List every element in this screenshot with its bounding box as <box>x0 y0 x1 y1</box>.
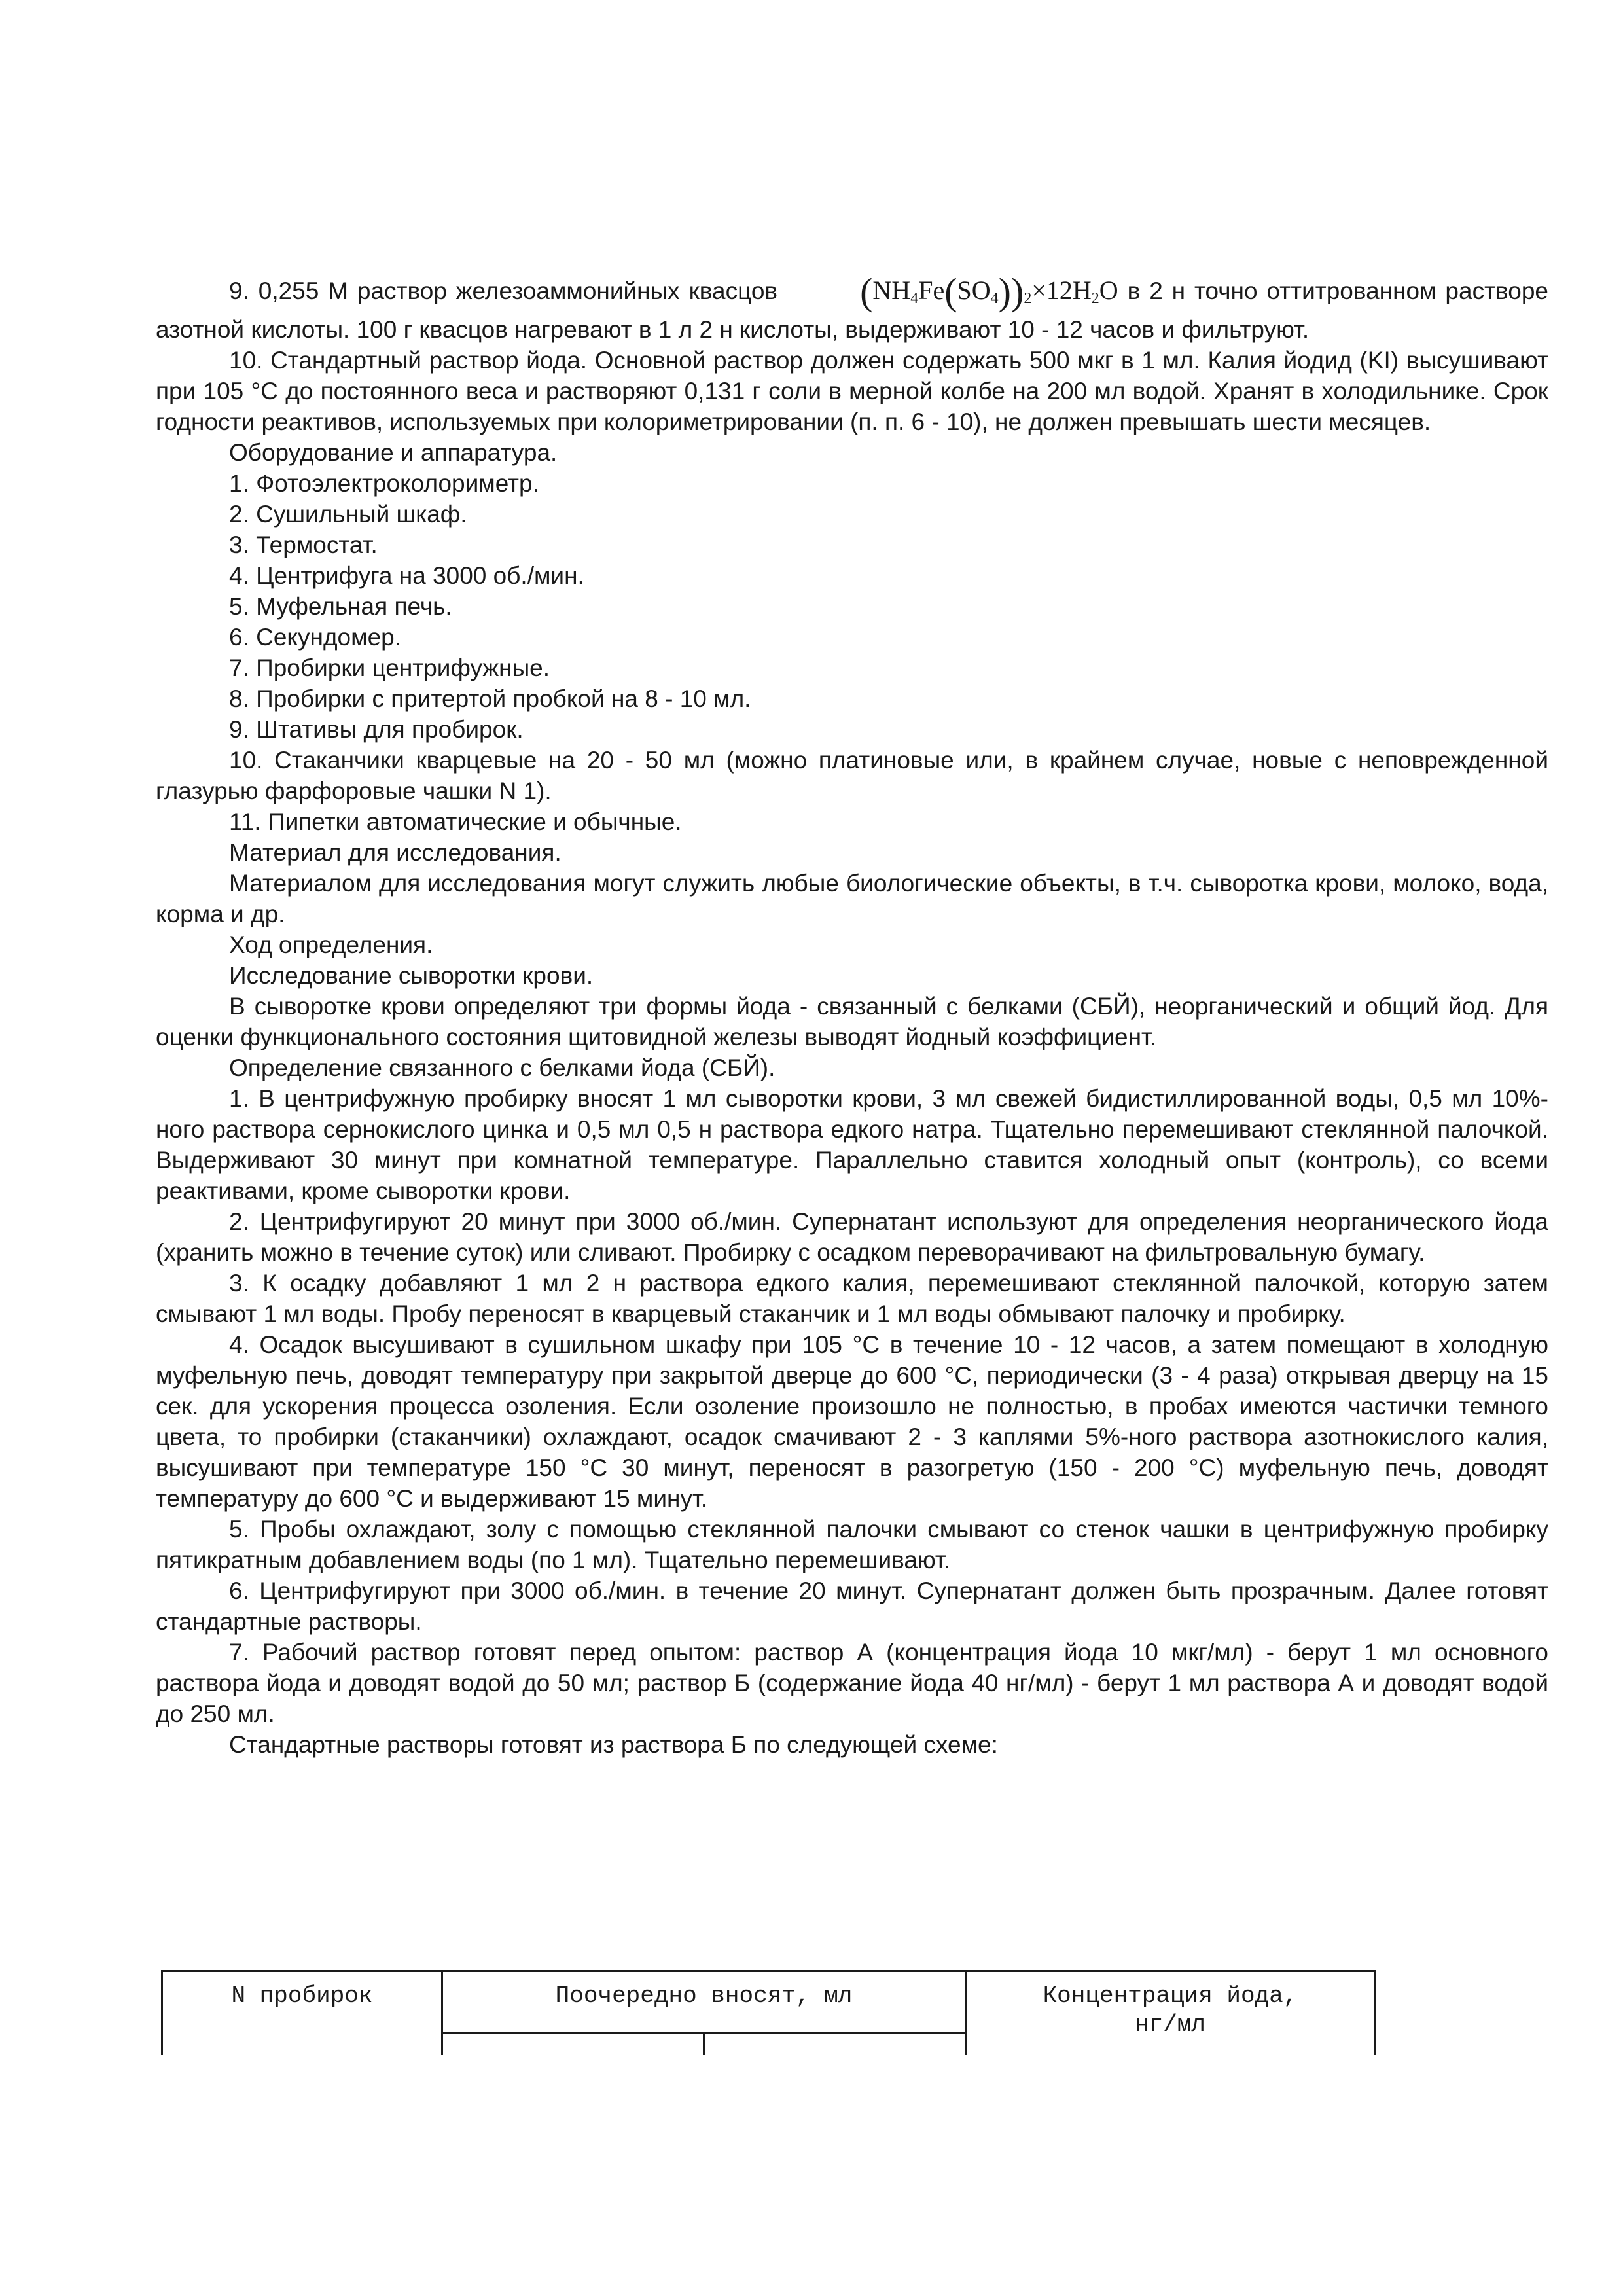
equipment-item: 9. Штативы для пробирок. <box>229 716 524 743</box>
procedure-step: 5. Пробы охлаждают, золу с помощью стеклянной палочки смывают со стенок чашки в центрифужную пробирку пятикратным добавлением воды (по 1 мл). Тщательно перемешивают. <box>156 1516 1548 1573</box>
procedure-step: 6. Центрифугируют при 3000 об./мин. в течение 20 минут. Супернатант должен быть прозрачным. Далее готовят стандартные растворы. <box>156 1577 1548 1635</box>
serum-heading: Исследование сыворотки крови. <box>229 962 594 989</box>
header-added-ml: Поочередно вносят, мл <box>555 1982 853 2009</box>
equipment-item: 7. Пробирки центрифужные. <box>229 655 550 681</box>
procedure-step: 7. Рабочий раствор готовят перед опытом: раствор А (концентрация йода 10 мкг/мл) - берут 1 мл основного раствора йода и доводят водой до 50 мл; раствор Б (содержание йода 40 нг/мл) - берут 1 мл раствора А и доводят водой до 250 мл. <box>156 1639 1548 1727</box>
procedure-step: 2. Центрифугируют 20 минут при 3000 об./мин. Супернатант используют для определения неорганического йода (хранить можно в течение суток) или сливают. Пробирку с осадком переворачивают на фильтровальную бумагу. <box>156 1208 1548 1266</box>
scheme-intro: Стандартные растворы готовят из раствора Б по следующей схеме: <box>229 1731 998 1758</box>
equipment-heading: Оборудование и аппаратура. <box>229 439 558 466</box>
reagent-9-tail: в 2 н точно оттитрованном растворе азотной кислоты. 100 г квасцов нагревают в 1 л 2 н кислоты, выдерживают 10 - 12 часов и фильтруют. <box>156 278 1548 343</box>
sbi-heading: Определение связанного с белками йода (СБЙ). <box>229 1054 776 1081</box>
equipment-item: 2. Сушильный шкаф. <box>229 501 467 528</box>
procedure-step: 1. В центрифужную пробирку вносят 1 мл сыворотки крови, 3 мл свежей бидистиллированной воды, 0,5 мл 10%-ного раствора сернокислого цинка и 0,5 мл 0,5 н раствора едкого натра. Тщательно перемешивают стеклянной палочкой. Выдерживают 30 минут при комнатной температуре. Параллельно ставится холодный опыт (контроль), со всеми реактивами, кроме сыворотки крови. <box>156 1085 1548 1204</box>
equipment-item: 11. Пипетки автоматические и обычные. <box>229 808 682 835</box>
reagent-9-lead: 9. 0,255 М раствор железоаммонийных квасцов <box>229 278 778 304</box>
procedure-step: 4. Осадок высушивают в сушильном шкафу при 105 °С в течение 10 - 12 часов, а затем помещают в холодную муфельную печь, доводят температуру при закрытой дверце до 600 °С, периодически (3 - 4 раза) открывая дверцу на 15 сек. для ускорения процесса озоления. Если озоление произошло не полностью, в пробах имеются частички темного цвета, то пробирки (стаканчики) охлаждают, осадок смачивают 2 - 3 каплями 5%-ного раствора азотнокислого калия, высушивают при температуре 150 °С 30 минут, переносят в разогретую (150 - 200 °С) муфельную печь, доводят температуру до 600 °С и выдерживают 15 минут. <box>156 1331 1548 1512</box>
header-iodine-unit: нг/мл <box>1134 2011 1206 2038</box>
equipment-item: 1. Фотоэлектроколориметр. <box>229 470 539 497</box>
equipment-item: 6. Секундомер. <box>229 624 402 651</box>
header-tube-number: N пробирок <box>231 1982 373 2009</box>
standards-table <box>161 1970 1376 2055</box>
material-heading: Материал для исследования. <box>229 839 562 866</box>
alum-formula: $(NH_4Fe(SO_4))_2\times 12H_2O$ <box>860 270 1118 313</box>
equipment-item: 4. Центрифуга на 3000 об./мин. <box>229 562 584 589</box>
serum-text: В сыворотке крови определяют три формы йода - связанный с белками (СБЙ), неорганический и общий йод. Для оценки функционального состояния щитовидной железы выводят йодный коэффициент. <box>156 993 1548 1050</box>
material-text: Материалом для исследования могут служить любые биологические объекты, в т.ч. сыворотка крови, молоко, вода, корма и др. <box>156 870 1548 927</box>
header-iodine-concentration: Концентрация йода, <box>1043 1982 1298 2009</box>
equipment-item: 3. Термостат. <box>229 531 378 558</box>
table-subheader-divider <box>703 2032 705 2055</box>
equipment-item: 10. Стаканчики кварцевые на 20 - 50 мл (можно платиновые или, в крайнем случае, новые с неповрежденной глазурью фарфоровые чашки N 1). <box>156 747 1548 804</box>
procedure-heading: Ход определения. <box>229 931 433 958</box>
equipment-item: 8. Пробирки с притертой пробкой на 8 - 10 мл. <box>229 685 751 712</box>
table-top-border <box>161 1970 1376 1972</box>
table-right-border <box>1374 1970 1376 2055</box>
procedure-step: 3. К осадку добавляют 1 мл 2 н раствора едкого калия, перемешивают стеклянной палочкой, которую затем смывают 1 мл воды. Пробу переносят в кварцевый стаканчик и 1 мл воды обмывают палочку и пробирку. <box>156 1270 1548 1327</box>
paragraph-reagent-9 <box>156 270 1548 345</box>
equipment-item: 5. Муфельная печь. <box>229 593 452 620</box>
paragraph-reagent-10: 10. Стандартный раствор йода. Основной раствор должен содержать 500 мкг в 1 мл. Калия йодид (KI) высушивают при 105 °С до постоянного веса и растворяют 0,131 г соли в мерной колбе на 200 мл водой. Хранят в холодильнике. Срок годности реактивов, используемых при колориметрировании (п. п. 6 - 10), не должен превышать шести месяцев. <box>156 347 1548 435</box>
document-body <box>156 270 1548 1760</box>
